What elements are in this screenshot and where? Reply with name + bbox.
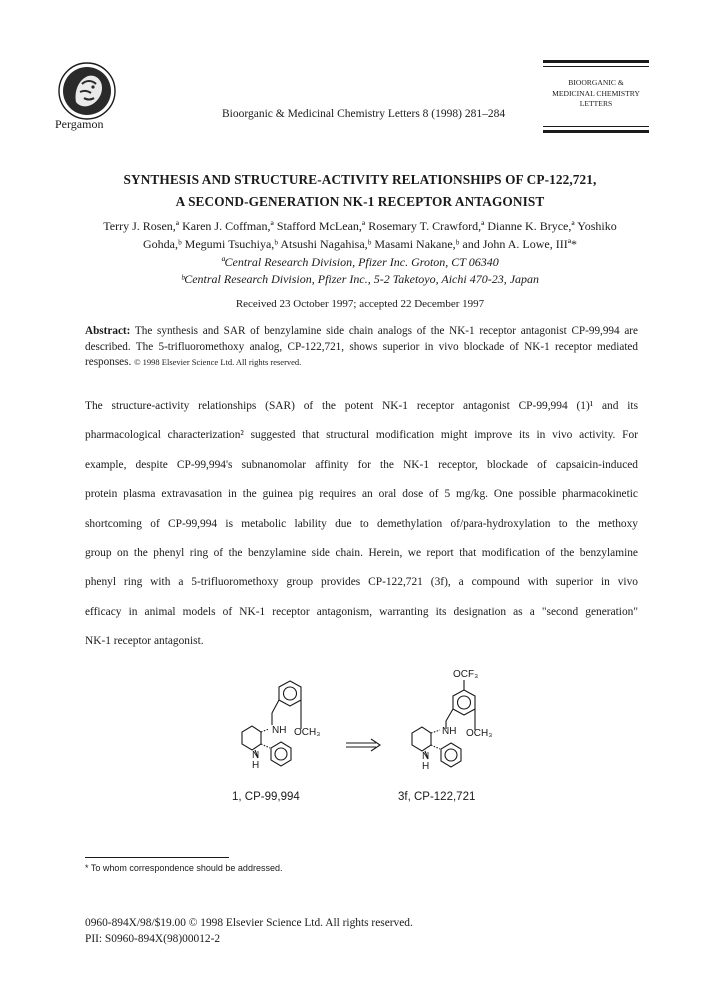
nh-label: NH: [442, 726, 457, 737]
body-line: group on the phenyl ring of the benzylamine side chain. Herein, we report that modification of the benzylamine: [85, 547, 638, 559]
abstract-label: Abstract:: [85, 325, 131, 337]
journal-box-line: MEDICINAL CHEMISTRY: [552, 88, 640, 98]
pii-line: PII: S0960-894X(98)00012-2: [85, 933, 221, 945]
publisher-name: Pergamon: [55, 117, 104, 131]
h-label: H: [252, 760, 260, 771]
body-line: NK-1 receptor antagonist.: [85, 635, 204, 647]
journal-box-line: BIOORGANIC &: [568, 78, 624, 87]
affiliation: ᵇCentral Research Division, Pfizer Inc., 5-2 Taketoyo, Aichi 470-23, Japan: [180, 272, 540, 286]
body-line: The structure-activity relationships (SAR) of the potent NK-1 receptor antagonist CP-99,994 (1)¹ and its: [85, 400, 638, 412]
affiliation: ªCentral Research Division, Pfizer Inc. Groton, CT 06340: [221, 255, 499, 269]
copyright-line: 0960-894X/98/$19.00 © 1998 Elsevier Science Ltd. All rights reserved.: [85, 917, 413, 929]
body-line: shortcoming of CP-99,994 is metabolic lability due to demethylation of/para-hydroxylation to the methoxy: [85, 518, 638, 530]
journal-citation: Bioorganic & Medicinal Chemistry Letters 8 (1998) 281–284: [222, 108, 506, 120]
authors-line: Terry J. Rosen,ª Karen J. Coffman,ª Stafford McLean,ª Rosemary T. Crawford,ª Dianne K. Bryce,ª Yoshiko: [103, 219, 617, 233]
compound-3f-label: 3f, CP-122,721: [398, 791, 476, 803]
h-label: H: [422, 761, 430, 772]
abstract-text: The synthesis and SAR of benzylamine side chain analogs of the NK-1 receptor antagonist CP-99,994 are described. The 5-trifluoromethoxy analog, CP-122,721, shows superior in vivo blockade of NK-1 receptor mediated responses.: [85, 325, 638, 368]
body-line: protein plasma extravasation in the guinea pig requires an oral dose of 5 mg/kg. One possible pharmacokinetic: [85, 488, 638, 500]
body-line: pharmacological characterization² suggested that structural modification might improve its in vivo activity. For: [85, 429, 638, 441]
abstract: [85, 324, 638, 371]
footnote: * To whom correspondence should be addressed.: [85, 863, 283, 873]
n-label: N: [422, 751, 430, 762]
received-dates: Received 23 October 1997; accepted 22 December 1997: [235, 298, 485, 310]
n-label: N: [252, 750, 260, 761]
och3-label: OCH₃: [294, 727, 321, 738]
journal-box: [543, 60, 649, 138]
paper-title-line: A SECOND-GENERATION NK-1 RECEPTOR ANTAGONIST: [175, 194, 545, 209]
authors-line: Gohda,ᵇ Megumi Tsuchiya,ᵇ Atsushi Nagahisa,ᵇ Masami Nakane,ᵇ and John A. Lowe, IIIª*: [142, 237, 578, 251]
compound-1-label: 1, CP-99,994: [232, 791, 300, 803]
footnote-rule: [85, 857, 229, 858]
paper-title-line: SYNTHESIS AND STRUCTURE-ACTIVITY RELATIONSHIPS OF CP-122,721,: [123, 172, 597, 187]
ocf3-label: OCF₃: [453, 669, 479, 680]
journal-box-line: LETTERS: [579, 99, 613, 109]
body-line: efficacy in animal models of NK-1 receptor antagonism, warranting its designation as a "second generation": [85, 606, 638, 618]
body-line: example, despite CP-99,994's subnanomolar affinity for the NK-1 receptor, blockade of capsaicin-induced: [85, 459, 638, 471]
publisher-logo: [58, 62, 116, 120]
nh-label: NH: [272, 725, 287, 736]
body-line: phenyl ring with a 5-trifluoromethoxy group provides CP-122,721 (3f), a compound with superior in vivo: [85, 576, 638, 588]
abstract-copyright: © 1998 Elsevier Science Ltd. All rights reserved.: [134, 357, 302, 367]
och3-label: OCH₃: [466, 728, 493, 739]
